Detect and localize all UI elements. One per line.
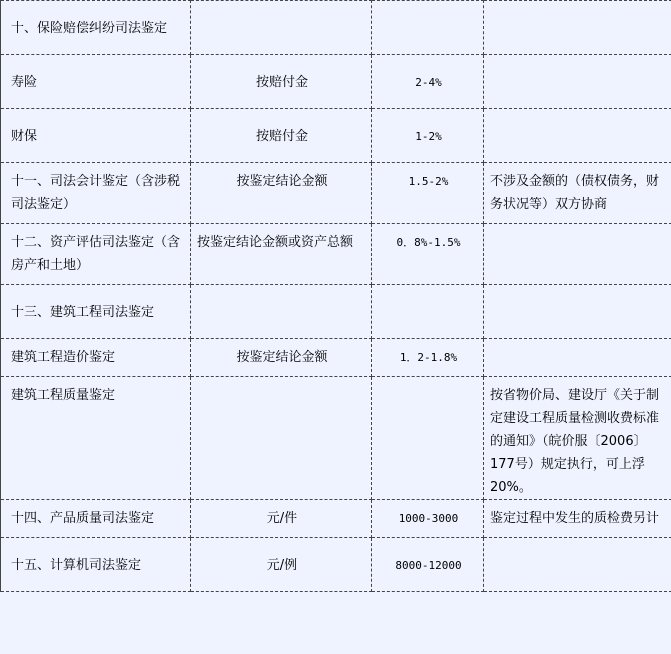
item-name-cell: 财保: [1, 109, 191, 163]
item-name-cell: 十、保险赔偿纠纷司法鉴定: [1, 1, 191, 55]
table-row: [1, 109, 671, 163]
item-name-cell: 建筑工程造价鉴定: [1, 339, 191, 377]
table-row: [1, 377, 671, 500]
rate-cell: 2-4%: [372, 55, 484, 109]
item-name-cell: 十四、产品质量司法鉴定: [1, 500, 191, 538]
table-row: [1, 285, 671, 339]
basis-cell: 按鉴定结论金额: [191, 339, 372, 377]
rate-cell: 1．2-1.8%: [372, 339, 484, 377]
item-name-cell: 十三、建筑工程司法鉴定: [1, 285, 191, 339]
note-cell: 鉴定过程中发生的质检费另计: [484, 500, 671, 538]
basis-cell: [191, 1, 372, 55]
basis-cell: 按鉴定结论金额: [191, 163, 372, 224]
table-row: [1, 538, 671, 592]
note-cell: [484, 339, 671, 377]
table-row: [1, 1, 671, 55]
table-row: [1, 500, 671, 538]
table-row: [1, 163, 671, 224]
note-cell: 不涉及金额的（债权债务，财务状况等）双方协商: [484, 163, 671, 224]
note-cell: 按省物价局、建设厅《关于制定建设工程质量检测收费标准的通知》（皖价服〔2006〕177号）规定执行，可上浮20%。: [484, 377, 671, 500]
note-cell: [484, 1, 671, 55]
basis-cell: [191, 285, 372, 339]
note-cell: [484, 109, 671, 163]
rate-cell: 8000-12000: [372, 538, 484, 592]
rate-cell: 1.5-2%: [372, 163, 484, 224]
table-row: [1, 55, 671, 109]
table-row: [1, 224, 671, 285]
item-name-cell: 十一、司法会计鉴定（含涉税司法鉴定）: [1, 163, 191, 224]
item-name-cell: 寿险: [1, 55, 191, 109]
basis-cell: 按赔付金: [191, 55, 372, 109]
item-name-cell: 建筑工程质量鉴定: [1, 377, 191, 500]
table-row: [1, 339, 671, 377]
note-cell: [484, 224, 671, 285]
note-cell: [484, 538, 671, 592]
rate-cell: [372, 1, 484, 55]
basis-cell: 按赔付金: [191, 109, 372, 163]
basis-cell: 元/件: [191, 500, 372, 538]
item-name-cell: 十五、计算机司法鉴定: [1, 538, 191, 592]
rate-cell: [372, 285, 484, 339]
note-cell: [484, 285, 671, 339]
rate-cell: 1-2%: [372, 109, 484, 163]
basis-cell: 按鉴定结论金额或资产总额: [191, 224, 372, 285]
note-cell: [484, 55, 671, 109]
basis-cell: 元/例: [191, 538, 372, 592]
item-name-cell: 十二、资产评估司法鉴定（含房产和土地）: [1, 224, 191, 285]
basis-cell: [191, 377, 372, 500]
rate-cell: 0．8%-1.5%: [372, 224, 484, 285]
rate-cell: [372, 377, 484, 500]
rate-cell: 1000-3000: [372, 500, 484, 538]
